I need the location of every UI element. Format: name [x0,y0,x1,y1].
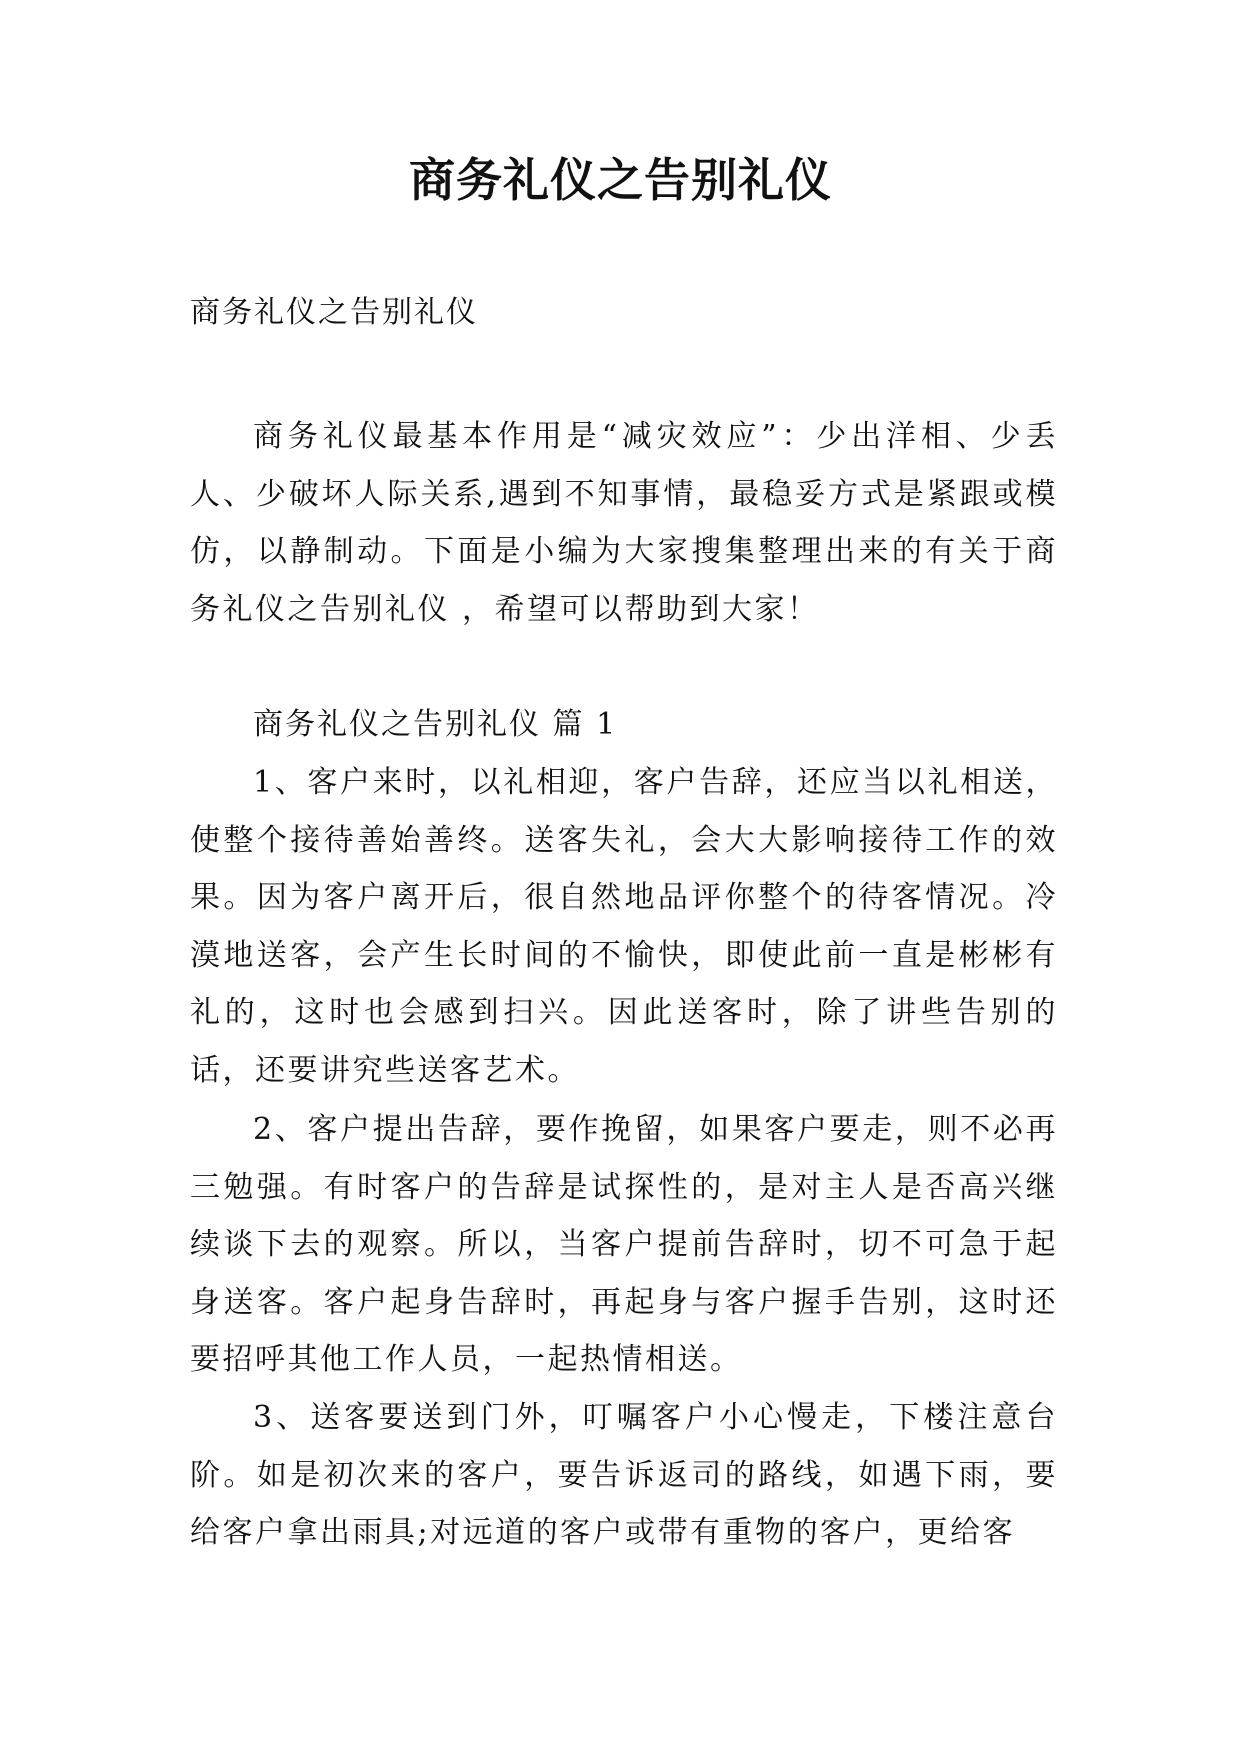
document-subtitle: 商务礼仪之告别礼仪 [190,295,478,330]
paragraph-2: 2、客户提出告辞，要作挽留，如果客户要走，则不必再三勉强。有时客户的告辞是试探性的，是对主人是否高兴继续谈下去的观察。所以，当客户提前告辞时，切不可急于起身送客。客户起身告辞时，再起身与客户握手告别，这时还要招呼其他工作人员，一起热情相送。 [190,1112,1058,1377]
paragraph-1: 1、客户来时，以礼相迎，客户告辞，还应当以礼相送，使整个接待善始善终。送客失礼，会大大影响接待工作的效果。因为客户离开后，很自然地品评你整个的待客情况。冷漠地送客，会产生长时间的不愉快，即使此前一直是彬彬有礼的，这时也会感到扫兴。因此送客时，除了讲些告别的话，还要讲究些送客艺术。 [190,765,1058,1088]
document-title: 商务礼仪之告别礼仪 [409,153,832,207]
section-heading: 商务礼仪之告别礼仪 篇 1 [253,707,618,742]
intro-paragraph: 商务礼仪最基本作用是“减灾效应”：少出洋相、少丢人、少破坏人际关系,遇到不知事情，最稳妥方式是紧跟或模仿，以静制动。下面是小编为大家搜集整理出来的有关于商务礼仪之告别礼仪 ，希望可以帮助到大家！ [190,419,1058,627]
paragraph-3: 3、送客要送到门外，叮嘱客户小心慢走，下楼注意台阶。如是初次来的客户，要告诉返司的路线，如遇下雨，要给客户拿出雨具;对远道的客户或带有重物的客户，更给客 [190,1400,1058,1550]
